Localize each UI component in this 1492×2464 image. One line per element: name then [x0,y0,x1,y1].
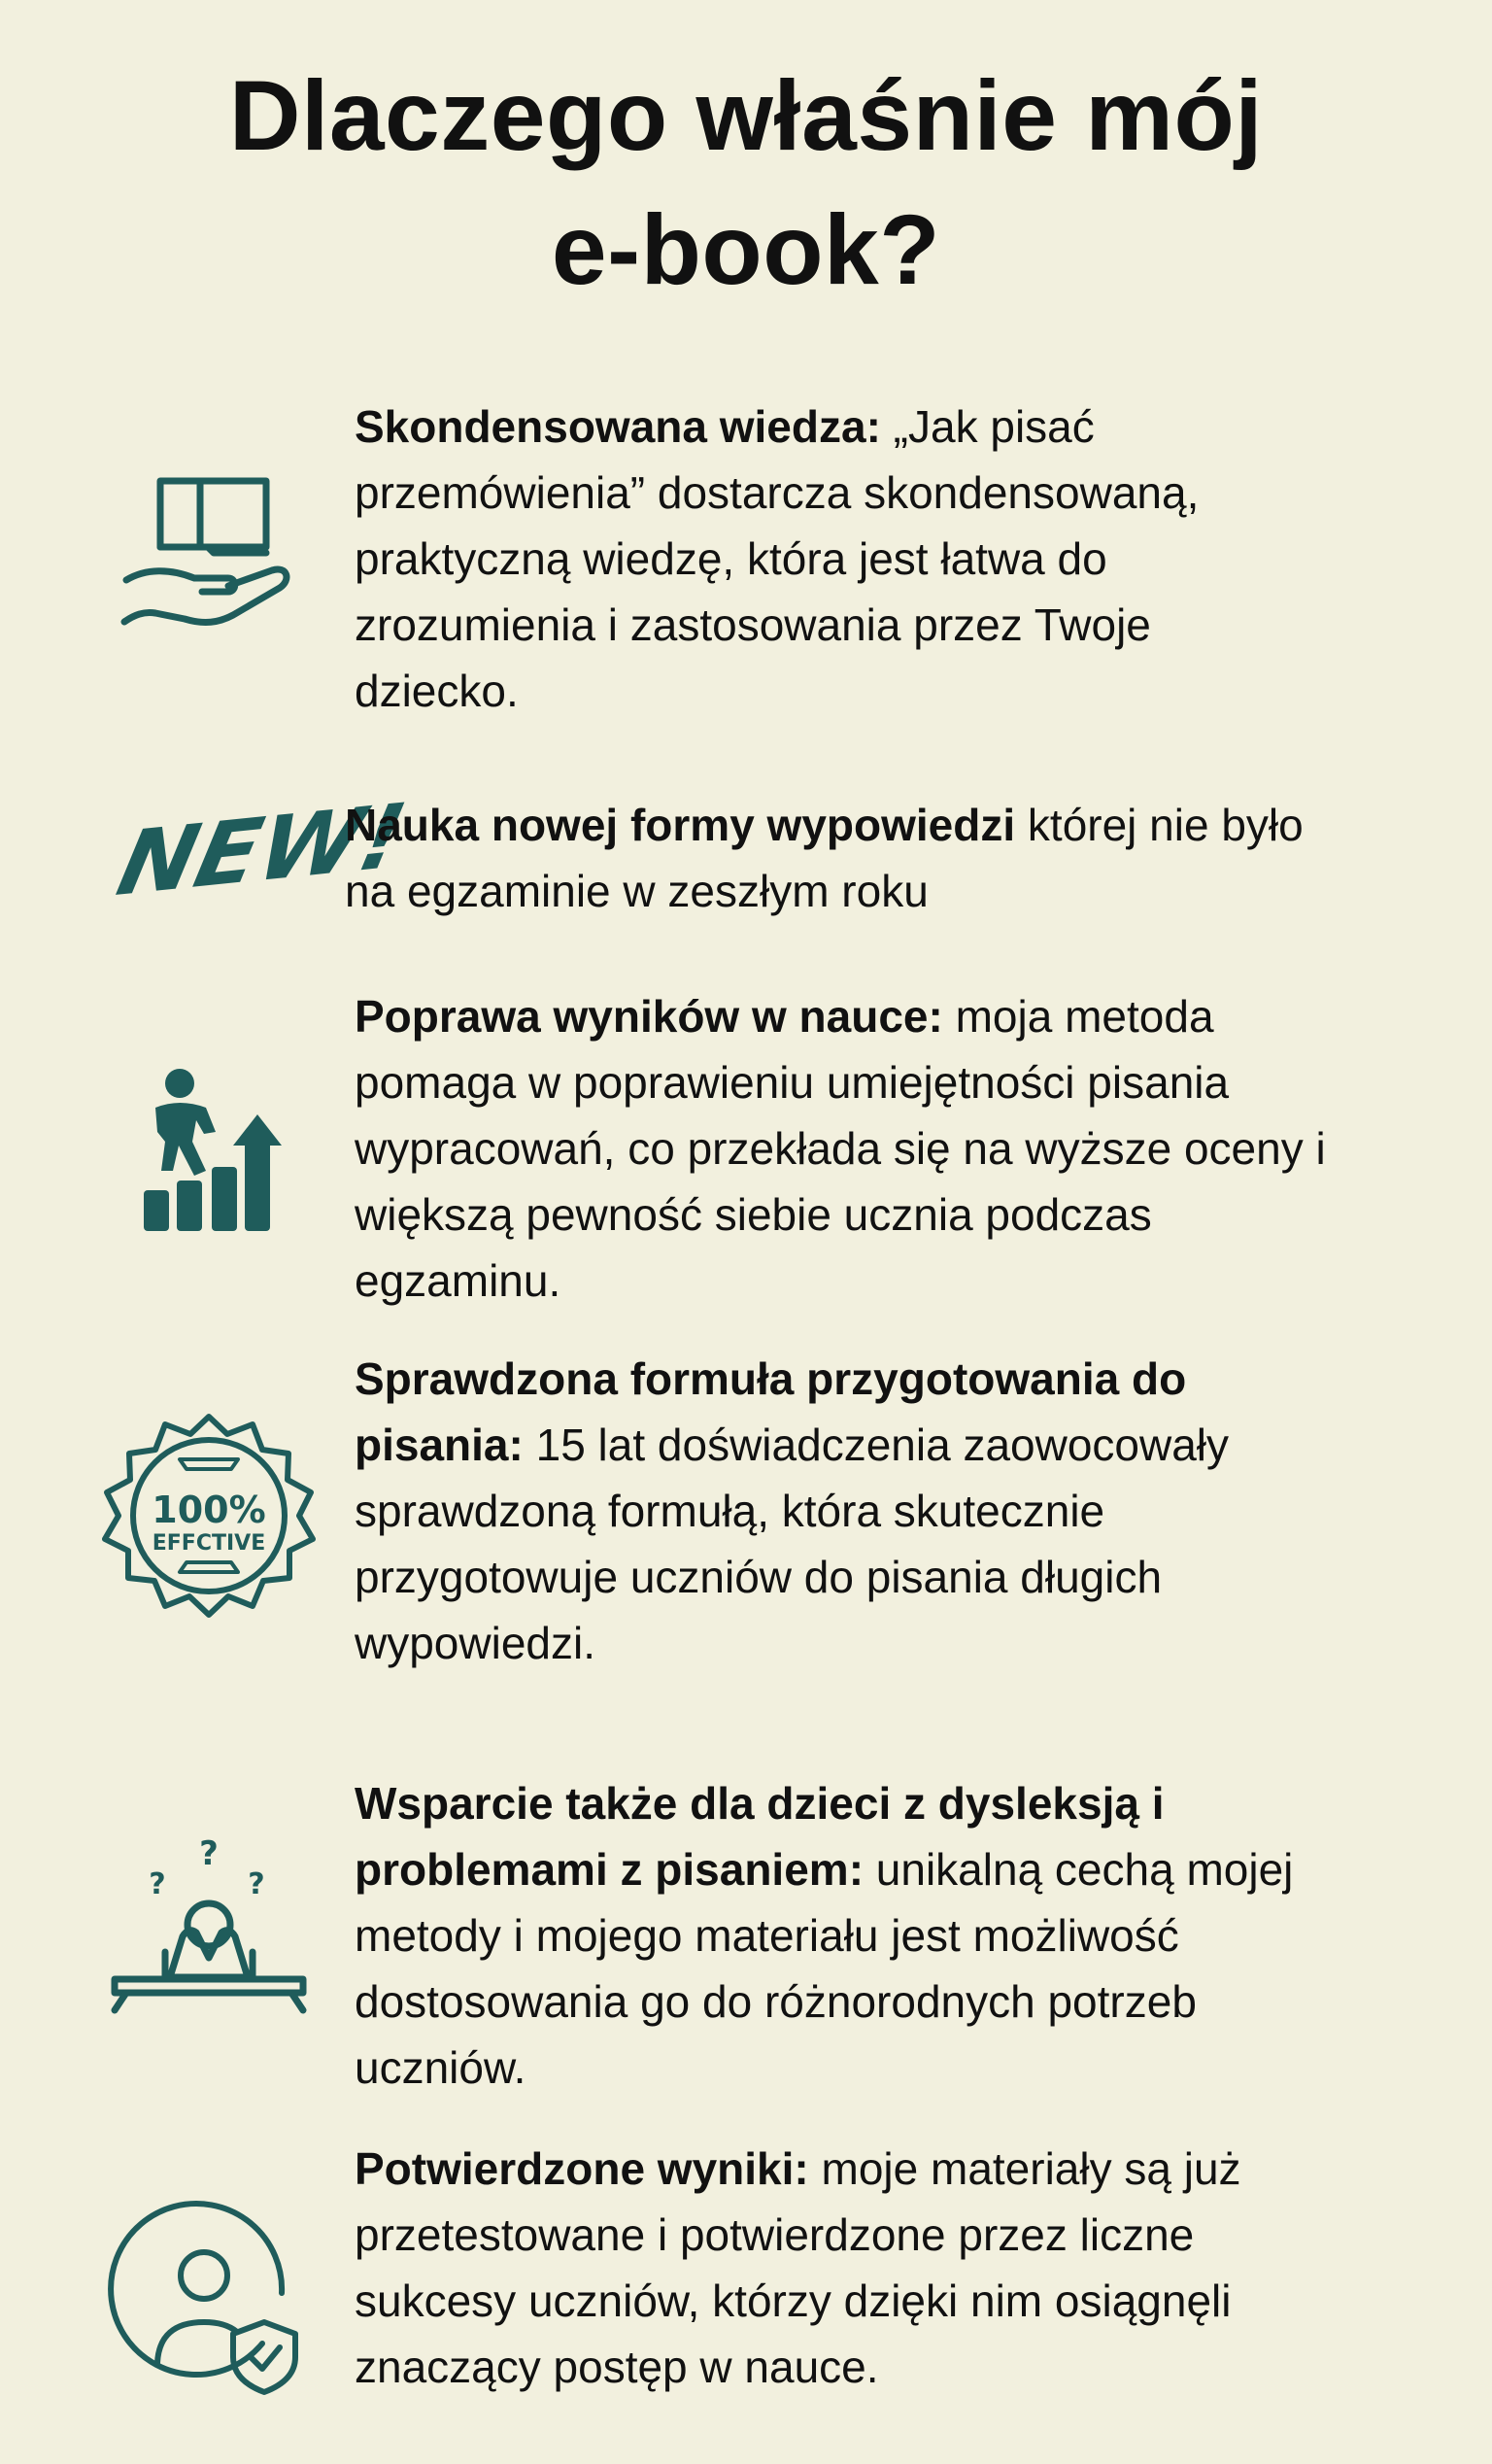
title-line-1: Dlaczego właśnie mój [228,60,1264,171]
title-line-2: e-book? [551,194,941,305]
seal-text-percent: 100% [152,1489,266,1531]
item-2-text [345,792,1306,924]
book-hand-icon [117,471,291,636]
item-6-bold: Potwierdzone wyniki: [355,2143,809,2194]
item-5-text [355,1770,1336,2101]
svg-text:?: ? [248,1867,265,1901]
growth-steps-icon [136,1064,291,1234]
item-1-text [355,394,1306,724]
seal-text-effective: EFFCTIVE [152,1531,266,1556]
item-3-text [355,983,1336,1314]
item-5-bold: Wsparcie także dla dzieci z dysleksją i problemami z pisaniem: [355,1778,1165,1895]
item-3-body: moja metoda pomaga w poprawieniu umiejętności pisania wypracowań, co przekłada się na wyższe oceny i większą pewność siebie ucznia podczas egzaminu. [355,991,1326,1306]
item-6-text [355,2136,1336,2400]
item-3-bold: Poprawa wyników w nauce: [355,991,943,1042]
item-4-text [355,1346,1336,1676]
item-4-bold: Sprawdzona formuła przygotowania do pisania: [355,1353,1187,1470]
new-badge-text: NEW! [109,784,415,917]
svg-text:?: ? [149,1867,166,1901]
item-1-body: „Jak pisać przemówienia” dostarcza skondensowaną, praktyczną wiedzę, która jest łatwa do zrozumienia i zastosowania przez Twoje dziecko. [355,401,1200,716]
item-1-bold: Skondensowana wiedza: [355,401,881,452]
item-5-body: unikalną cechą mojej metody i mojego materiału jest możliwość dostosowania go do różnorodnych potrzeb uczniów. [355,1844,1294,2093]
confused-student-icon [107,1831,311,2016]
page-title [0,49,1492,317]
svg-text:?: ? [199,1834,219,1873]
new-badge-icon [105,784,415,928]
item-2-bold: Nauka nowej formy wypowiedzi [345,800,1016,850]
effective-seal-icon [97,1409,321,1632]
item-2-body: której nie było na egzaminie w zeszłym roku [345,800,1304,916]
item-6-body: moje materiały są już przetestowane i potwierdzone przez liczne sukcesy uczniów, którzy dzięki nim osiągnęli znaczący postęp w nauce. [355,2143,1241,2392]
verified-user-icon [117,2215,311,2400]
item-4-body: 15 lat doświadczenia zaowocowały sprawdzoną formułą, która skutecznie przygotowuje uczniów do pisania długich wypowiedzi. [355,1420,1230,1668]
